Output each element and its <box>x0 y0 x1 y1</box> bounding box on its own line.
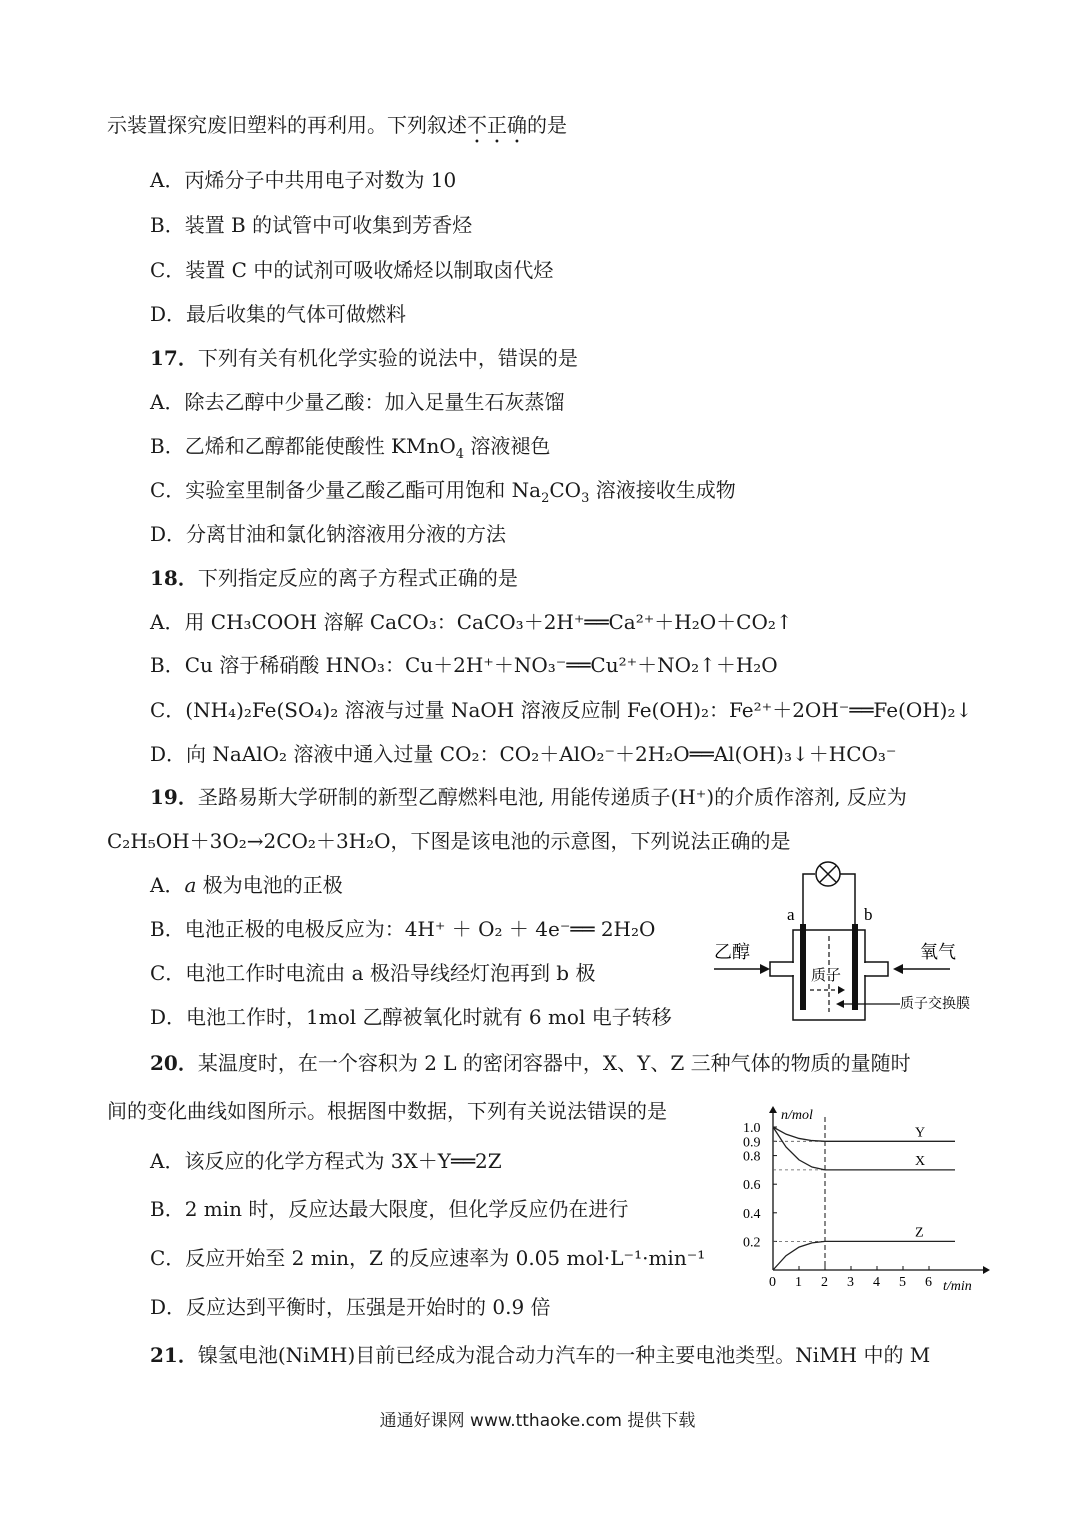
x-tick-label: 3 <box>847 1275 854 1290</box>
electrode-a-label: a <box>787 905 795 924</box>
q19-option-c: C．电池工作时电流由 a 极沿导线经灯泡再到 b 极 <box>150 961 596 985</box>
y-tick-label: 0.4 <box>743 1206 761 1222</box>
q17-option-b: B．乙烯和乙醇都能使酸性 KMnO$_4$ 溶液褪色 <box>150 434 551 462</box>
series-label-x: X <box>915 1153 926 1169</box>
q17-option-a: A．除去乙醇中少量乙酸：加入足量生石灰蒸馏 <box>150 390 565 414</box>
q20-option-c: C．反应开始至 2 min，Z 的反应速率为 0.05 mol·L⁻¹·min⁻¹ <box>150 1246 706 1270</box>
x-axis-label: t/min <box>943 1279 972 1294</box>
q16-stem-emphasis: 不正确 <box>467 113 527 137</box>
q20-stem-line1: 20．某温度时，在一个容积为 2 L 的密闭容器中，X、Y、Z 三种气体的物质的量随时 <box>150 1051 911 1075</box>
q19-option-a: A．a 极为电池的正极 <box>150 873 343 897</box>
q16-option-b: B．装置 B 的试管中可收集到芳香烃 <box>150 213 473 237</box>
x-tick-label: 1 <box>795 1275 802 1290</box>
q19-option-d: D．电池工作时，1mol 乙醇被氧化时就有 6 mol 电子转移 <box>150 1005 672 1029</box>
q17-stem: 17．下列有关有机化学实验的说法中，错误的是 <box>150 346 578 370</box>
series-line-z <box>773 1241 955 1270</box>
q18-option-b: B．Cu 溶于稀硝酸 HNO₃：Cu＋2H⁺＋NO₃⁻══Cu²⁺＋NO₂↑＋H₂O <box>150 653 778 677</box>
q21-stem: 21．镍氢电池(NiMH)目前已经成为混合动力汽车的一种主要电池类型。NiMH 中的 M <box>150 1343 931 1367</box>
y-tick-label: 0.6 <box>743 1178 761 1194</box>
q16-stem: 示装置探究废旧塑料的再利用。下列叙述不正确的是 <box>107 113 567 137</box>
series-label-z: Z <box>915 1225 924 1241</box>
q20-stem-line2: 间的变化曲线如图所示。根据图中数据，下列有关说法错误的是 <box>107 1099 667 1123</box>
q20-option-a: A．该反应的化学方程式为 3X＋Y══2Z <box>150 1149 502 1173</box>
q17-option-c: C．实验室里制备少量乙酸乙酯可用饱和 $Na_2CO_3$ 溶液接收生成物 <box>150 478 736 506</box>
x-tick-label: 6 <box>925 1275 932 1290</box>
q16-option-c: C．装置 C 中的试剂可吸收烯烃以制取卤代烃 <box>150 258 554 282</box>
proton-label: 质子 <box>811 968 842 984</box>
y-tick-label: 0.8 <box>743 1149 761 1165</box>
q20-option-b: B．2 min 时，反应达最大限度，但化学反应仍在进行 <box>150 1197 629 1221</box>
x-tick-label: 0 <box>769 1275 776 1290</box>
q18-stem: 18．下列指定反应的离子方程式正确的是 <box>150 566 518 590</box>
q19-option-b: B．电池正极的电极反应为：4H⁺ ＋ O₂ ＋ 4e⁻══ 2H₂O <box>150 917 656 941</box>
series-line-x <box>773 1127 955 1170</box>
q16-option-a: A．丙烯分子中共用电子对数为 10 <box>150 168 457 192</box>
q16-option-d: D．最后收集的气体可做燃料 <box>150 302 407 326</box>
oxygen-label: 氧气 <box>920 942 956 962</box>
q20-option-d: D．反应达到平衡时，压强是开始时的 0.9 倍 <box>150 1295 551 1319</box>
q18-option-c: C．(NH₄)₂Fe(SO₄)₂ 溶液与过量 NaOH 溶液反应制 Fe(OH)₂：Fe²⁺＋2OH⁻══Fe(OH)₂↓ <box>150 698 973 722</box>
q20-chart <box>735 1105 990 1297</box>
x-tick-label: 5 <box>899 1275 906 1290</box>
y-tick-label: 1.0 <box>743 1121 761 1136</box>
x-axis-arrow <box>983 1266 990 1274</box>
x-tick-label: 2 <box>821 1275 828 1290</box>
ethanol-label: 乙醇 <box>714 942 750 962</box>
y-axis-label: n/mol <box>781 1108 813 1123</box>
q19-stem-line1: 19．圣路易斯大学研制的新型乙醇燃料电池, 用能传递质子(H⁺)的介质作溶剂, 反应为 <box>150 785 907 809</box>
page-footer: 通通好课网 www.tthaoke.com 提供下载 <box>379 1411 696 1431</box>
membrane-label: 质子交换膜 <box>900 997 970 1012</box>
fuel-cell-diagram <box>710 852 980 1024</box>
y-axis-arrow <box>769 1106 777 1113</box>
y-tick-label: 0.9 <box>743 1135 761 1151</box>
q19-stem-line2: C₂H₅OH＋3O₂→2CO₂＋3H₂O，下图是该电池的示意图，下列说法正确的是 <box>107 829 791 853</box>
q17-option-d: D．分离甘油和氯化钠溶液用分液的方法 <box>150 522 507 546</box>
bulb-icon <box>816 862 840 886</box>
electrode-b-label: b <box>864 905 873 924</box>
y-tick-label: 0.2 <box>743 1235 761 1251</box>
series-line-y <box>773 1127 955 1141</box>
x-tick-label: 4 <box>873 1275 880 1290</box>
series-label-y: Y <box>915 1125 926 1141</box>
q18-option-d: D．向 NaAlO₂ 溶液中通入过量 CO₂：CO₂＋AlO₂⁻＋2H₂O══Al(OH)₃↓＋HCO₃⁻ <box>150 742 897 766</box>
q18-option-a: A．用 CH₃COOH 溶解 CaCO₃：CaCO₃＋2H⁺══Ca²⁺＋H₂O＋CO₂↑ <box>150 610 793 634</box>
